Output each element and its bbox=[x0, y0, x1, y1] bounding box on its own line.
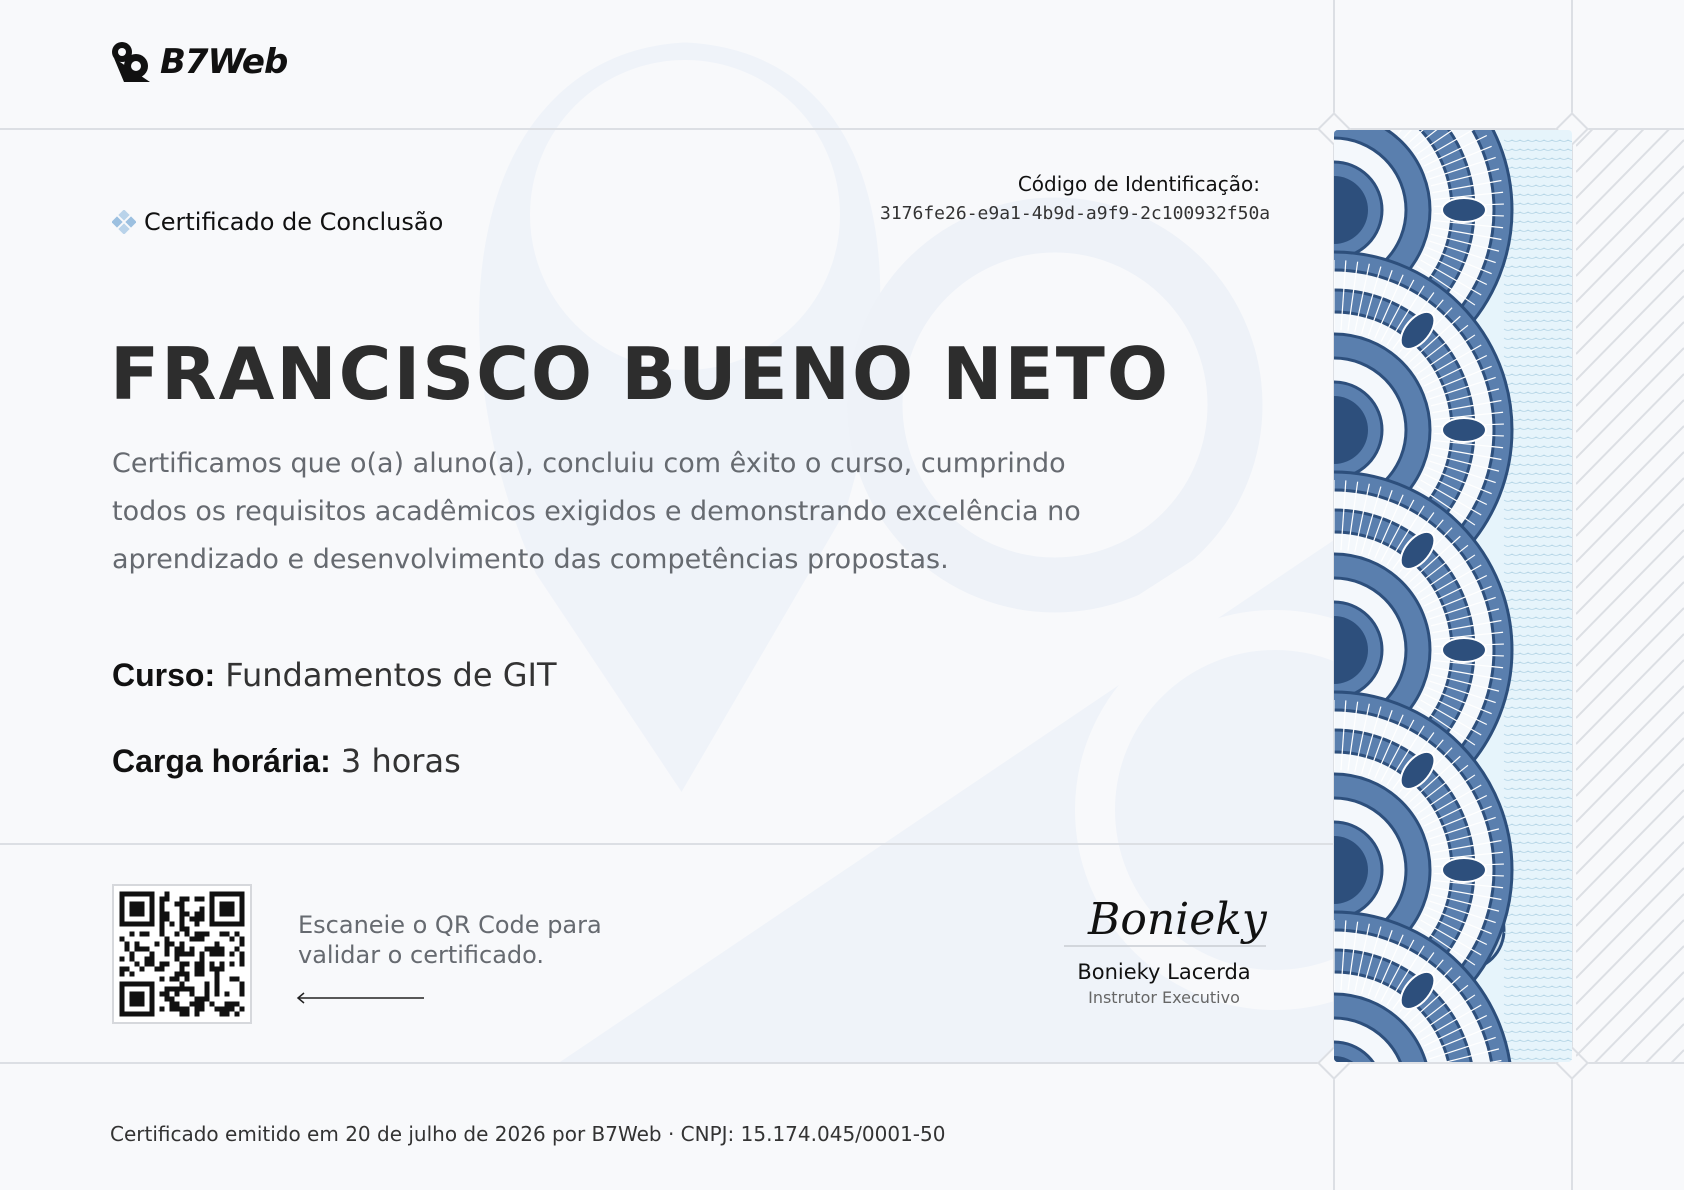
student-name: FRANCISCO BUENO NETO bbox=[110, 332, 1171, 416]
decorative-ornament bbox=[1334, 130, 1572, 1062]
id-label: Código de Identificação: bbox=[1017, 172, 1260, 196]
qr-code-icon bbox=[114, 886, 250, 1022]
signature-block bbox=[1060, 890, 1270, 954]
hatch-lines-icon bbox=[1576, 130, 1684, 1062]
issue-footer: Certificado emitido em 20 de julho de 2026 por B7Web · CNPJ: 15.174.045/0001-50 bbox=[110, 1122, 946, 1146]
id-value: 3176fe26-e9a1-4b9d-a9f9-2c100932f50a bbox=[880, 203, 1271, 224]
hours-field bbox=[112, 742, 461, 780]
signatory-role: Instrutor Executivo bbox=[1088, 988, 1240, 1007]
certificate-type bbox=[112, 208, 443, 236]
course-label: Curso: bbox=[112, 657, 216, 693]
course-value: Fundamentos de GIT bbox=[225, 656, 557, 694]
scan-instructions bbox=[298, 910, 618, 970]
certificate-type-label: Certificado de Conclusão bbox=[144, 208, 444, 236]
diamond-icon bbox=[112, 210, 136, 234]
logo-text: B7Web bbox=[160, 42, 288, 82]
hours-value: 3 horas bbox=[340, 742, 461, 780]
bottom-divider bbox=[0, 1062, 1684, 1064]
scan-text-line1: Escaneie o QR Code para bbox=[298, 911, 602, 939]
brand-logo bbox=[110, 40, 287, 84]
middle-divider bbox=[0, 843, 1334, 845]
arrow-left-icon bbox=[296, 990, 426, 1006]
course-field bbox=[112, 656, 556, 694]
scan-text-line2: validar o certificado. bbox=[298, 941, 545, 969]
signature-mark bbox=[1060, 890, 1270, 950]
certificate-statement: Certificamos que o(a) aluno(a), concluiu com êxito o curso, cumprindo todos os requisitos acadêmicos exigidos e demonstrando excelência no aprendizado e desenvolvimento das competências propostas. bbox=[112, 448, 1081, 575]
signature-script: Bonieky bbox=[1088, 894, 1267, 945]
mandala-ornament-icon bbox=[1334, 130, 1572, 1062]
signatory-name: Bonieky Lacerda bbox=[1077, 960, 1251, 984]
hours-label: Carga horária: bbox=[112, 743, 331, 779]
hatch-pattern bbox=[1576, 130, 1684, 1062]
logo-mark-icon bbox=[110, 40, 156, 84]
qr-code[interactable] bbox=[112, 884, 252, 1024]
